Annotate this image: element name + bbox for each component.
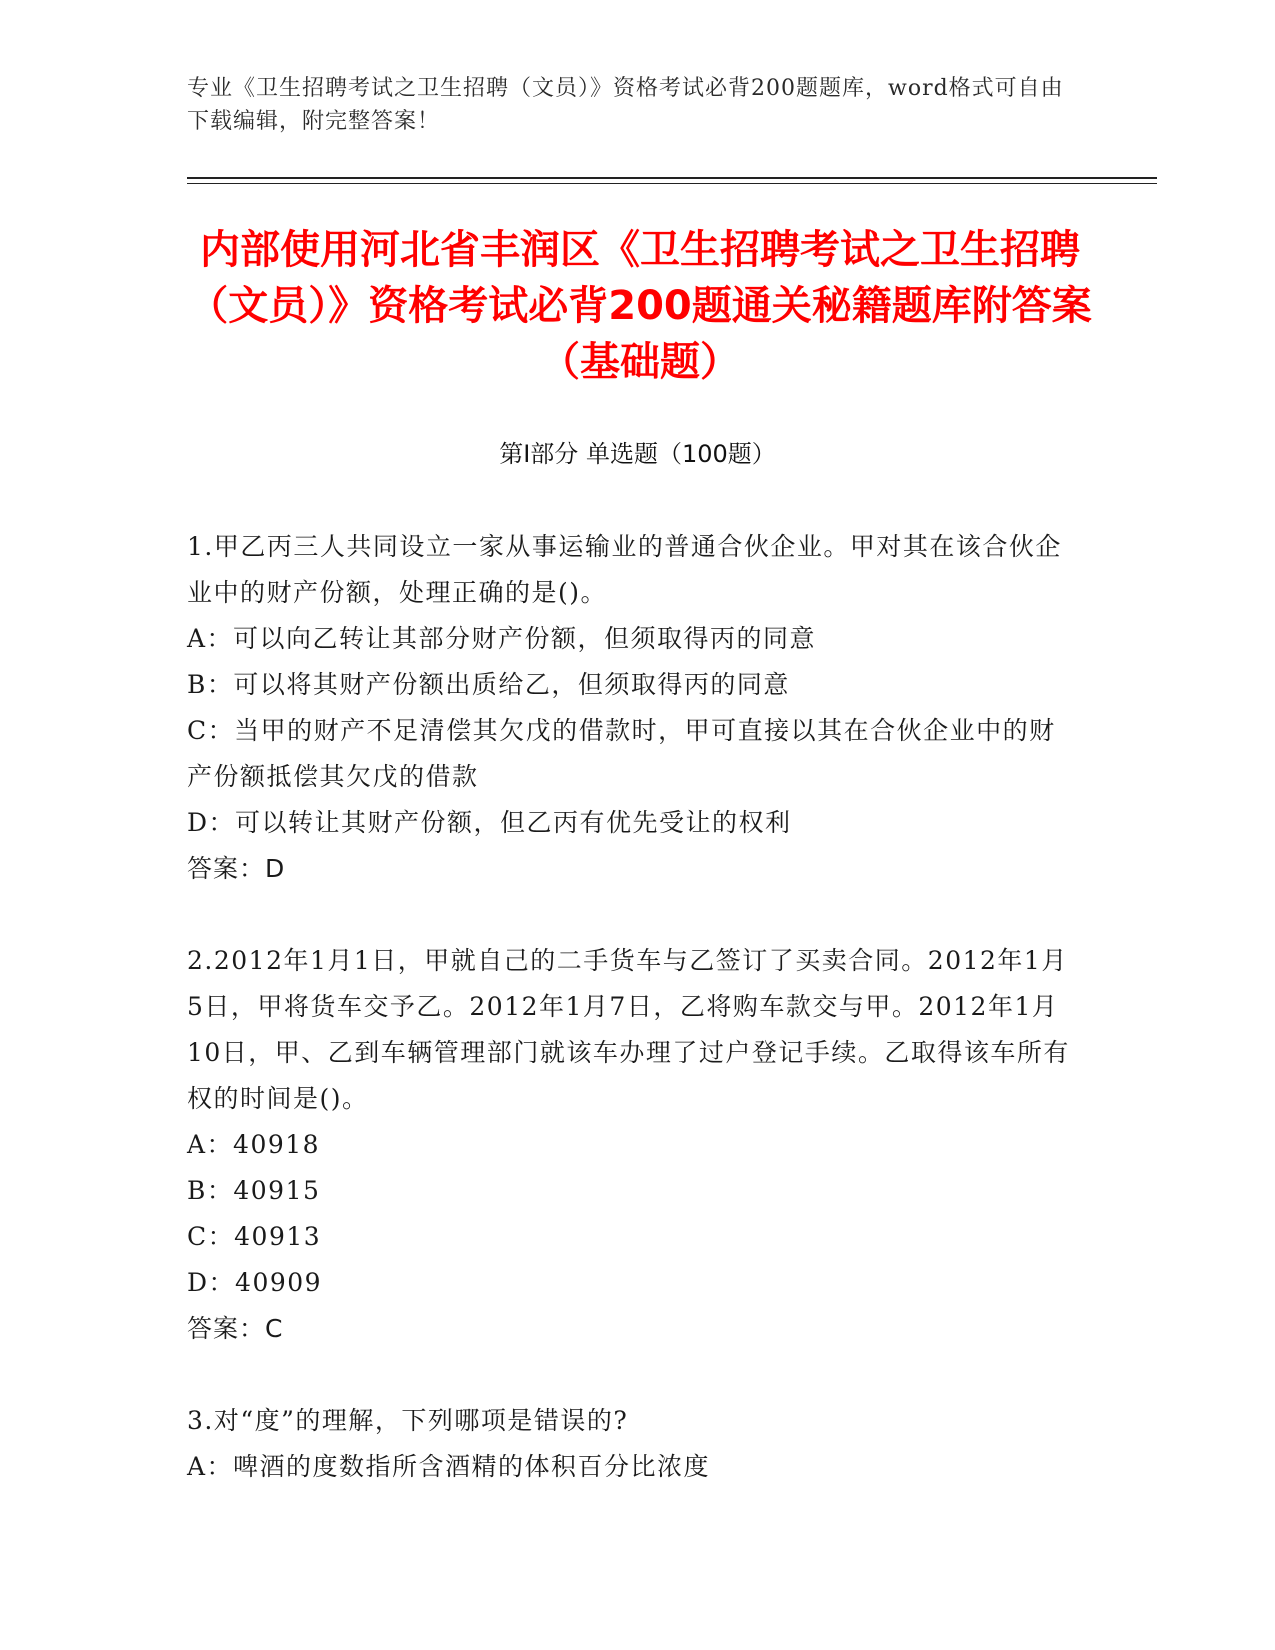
header-divider <box>187 177 1157 179</box>
question-stem: 3.对“度”的理解，下列哪项是错误的? <box>187 1406 629 1435</box>
header-note: 专业《卫生招聘考试之卫生招聘（文员）》资格考试必背200题题库，word格式可自由下载编辑，附完整答案！ <box>187 76 1064 134</box>
answer: 答案：C <box>187 1314 284 1343</box>
question-list <box>187 524 1077 1536</box>
question-stem: 1.甲乙丙三人共同设立一家从事运输业的普通合伙企业。甲对其在该合伙企业中的财产份额，处理正确的是()。 <box>187 532 1062 607</box>
question-2 <box>187 938 1077 1352</box>
option-b: B：可以将其财产份额出质给乙，但须取得丙的同意 <box>187 670 790 699</box>
option-c: C：40913 <box>187 1222 322 1251</box>
question-3 <box>187 1398 1077 1490</box>
option-a: A：40918 <box>187 1130 321 1159</box>
question-1 <box>187 524 1077 892</box>
option-a: A：可以向乙转让其部分财产份额，但须取得丙的同意 <box>187 624 817 653</box>
question-stem: 2.2012年1月1日，甲就自己的二手货车与乙签订了买卖合同。2012年1月5日，甲将货车交予乙。2012年1月7日，乙将购车款交与甲。2012年1月10日，甲、乙到车辆管理部门就该车办理了过户登记手续。乙取得该车所有权的时间是()。 <box>187 946 1070 1113</box>
header-divider-thin <box>187 183 1157 184</box>
option-b: B：40915 <box>187 1176 321 1205</box>
document-title: 内部使用河北省丰润区《卫生招聘考试之卫生招聘（文员）》资格考试必背200题通关秘籍题库附答案（基础题） <box>188 227 1092 385</box>
section-title: 第Ⅰ部分 单选题（100题） <box>499 440 776 468</box>
option-d: D：可以转让其财产份额，但乙丙有优先受让的权利 <box>187 808 792 837</box>
answer: 答案：D <box>187 854 286 883</box>
option-c: C：当甲的财产不足清偿其欠戊的借款时，甲可直接以其在合伙企业中的财产份额抵偿其欠戊的借款 <box>187 716 1056 791</box>
option-a: A：啤酒的度数指所含酒精的体积百分比浓度 <box>187 1452 711 1481</box>
option-d: D：40909 <box>187 1268 323 1297</box>
